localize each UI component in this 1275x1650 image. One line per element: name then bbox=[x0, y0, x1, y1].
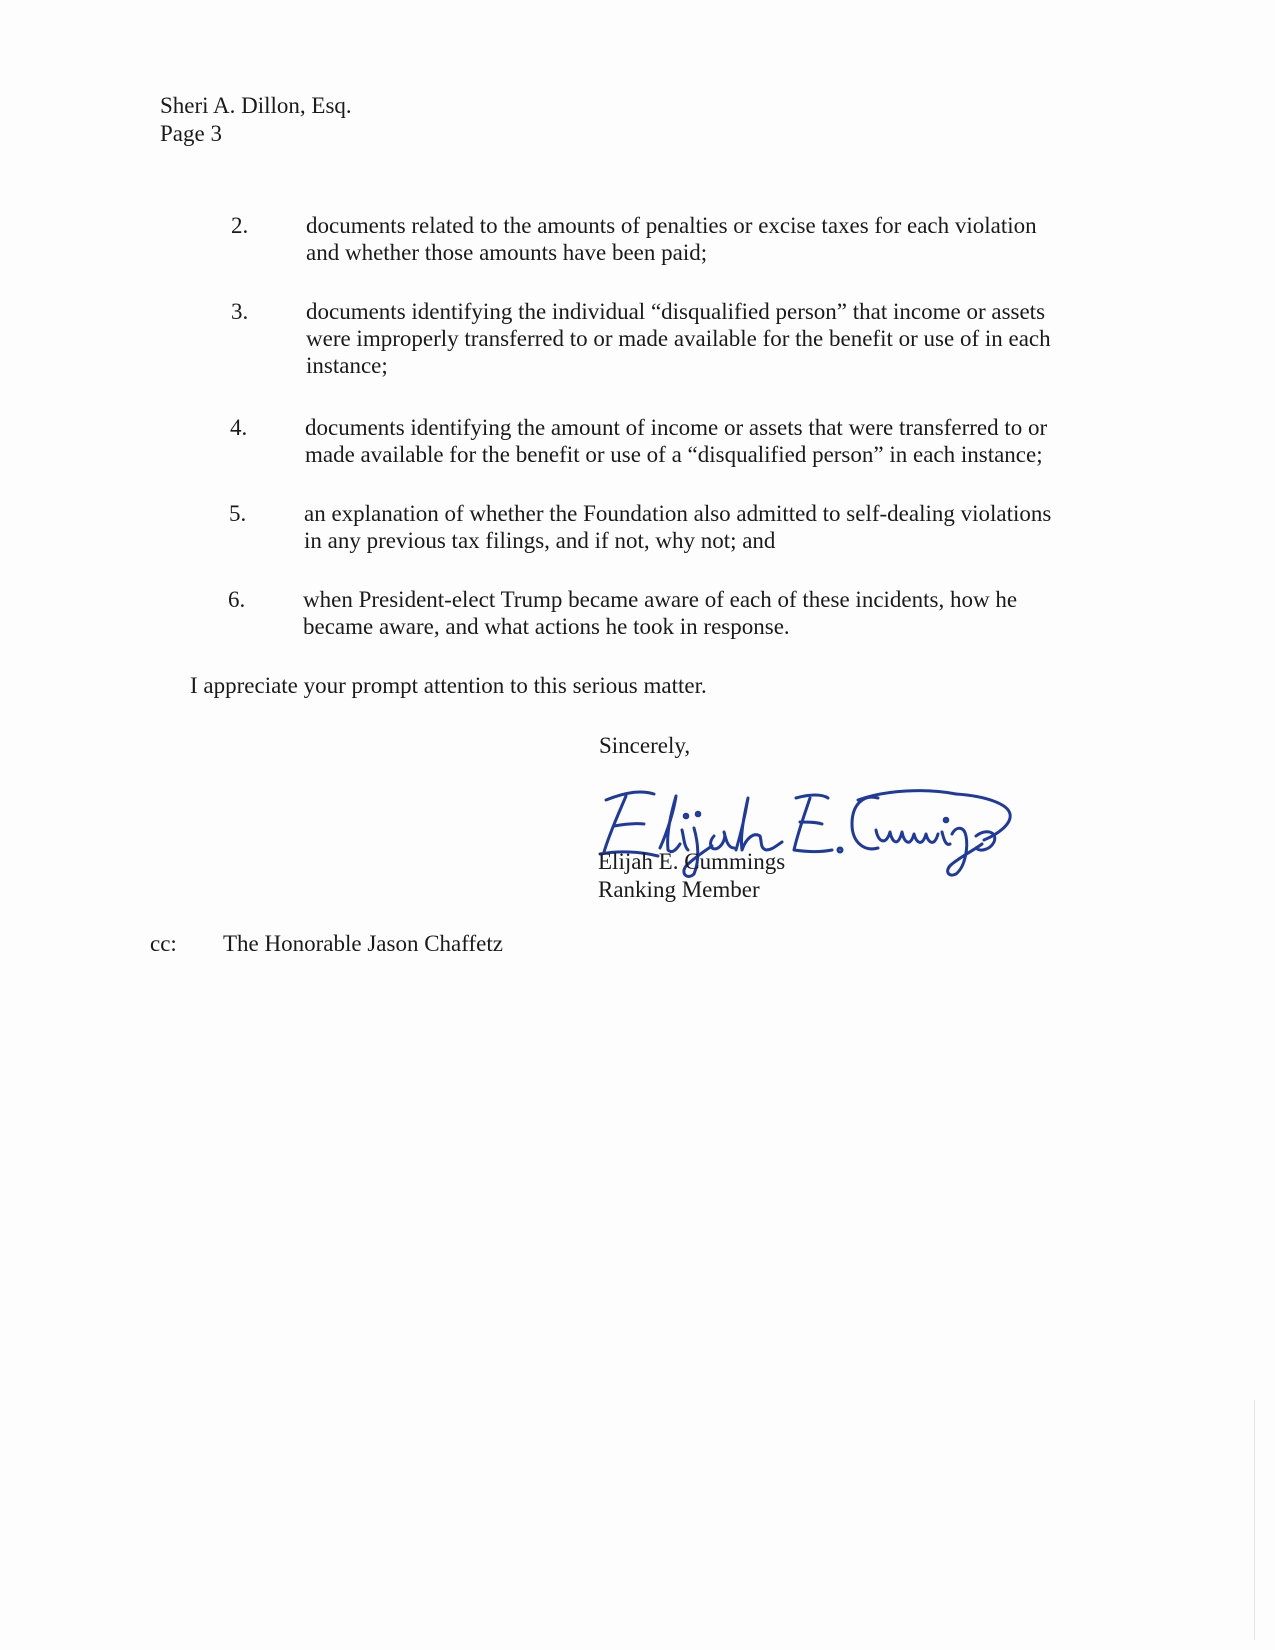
item-line: documents identifying the individual “disqualified person” that income or assets bbox=[306, 299, 1046, 324]
signer-name: Elijah E. Cummings bbox=[598, 849, 786, 874]
closing-sentence: I appreciate your prompt attention to this serious matter. bbox=[190, 673, 707, 698]
letter-header bbox=[160, 92, 352, 148]
cc-recipient: The Honorable Jason Chaffetz bbox=[223, 931, 503, 956]
item-line: an explanation of whether the Foundation also admitted to self-dealing violations bbox=[304, 501, 1052, 526]
item-text bbox=[306, 298, 1106, 379]
item-text bbox=[305, 414, 1105, 468]
cc-label: cc: bbox=[150, 931, 177, 956]
item-text bbox=[306, 212, 1106, 266]
recipient-name: Sheri A. Dillon, Esq. bbox=[160, 93, 352, 118]
item-line: documents identifying the amount of income or assets that were transferred to or bbox=[305, 415, 1048, 440]
page-label: Page 3 bbox=[160, 121, 222, 146]
item-number: 6. bbox=[228, 587, 246, 612]
item-line: were improperly transferred to or made available for the benefit or use of in each bbox=[306, 326, 1051, 351]
item-line: and whether those amounts have been paid; bbox=[306, 240, 708, 265]
item-text bbox=[303, 586, 1103, 640]
item-number: 3. bbox=[231, 299, 249, 324]
item-line: documents related to the amounts of penalties or excise taxes for each violation bbox=[306, 213, 1037, 238]
item-line: when President-elect Trump became aware of each of these incidents, how he bbox=[303, 587, 1018, 612]
item-line: instance; bbox=[306, 353, 388, 378]
scan-edge-line bbox=[1254, 1400, 1255, 1640]
signer-title: Ranking Member bbox=[598, 877, 760, 902]
item-number: 4. bbox=[230, 415, 248, 440]
item-text bbox=[304, 500, 1104, 554]
item-number: 2. bbox=[231, 213, 249, 238]
item-line: became aware, and what actions he took in response. bbox=[303, 614, 790, 639]
item-number: 5. bbox=[229, 501, 247, 526]
item-line: made available for the benefit or use of a “disqualified person” in each instance; bbox=[305, 442, 1043, 467]
valediction: Sincerely, bbox=[599, 733, 691, 758]
item-line: in any previous tax filings, and if not, why not; and bbox=[304, 528, 776, 553]
